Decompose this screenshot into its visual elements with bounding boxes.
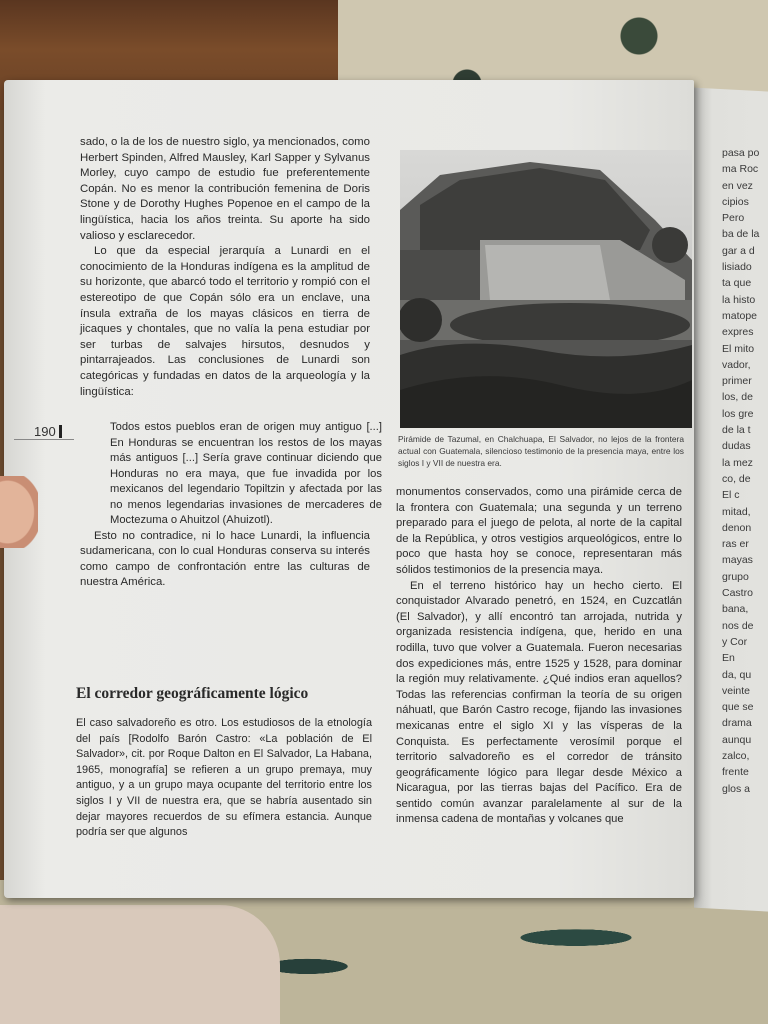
facing-page-line: nos de bbox=[722, 619, 754, 632]
facing-page-line: denon bbox=[722, 521, 752, 534]
facing-page-line: zalco, bbox=[722, 749, 750, 762]
facing-page-line: ba de la bbox=[722, 228, 760, 241]
facing-page-line: grupo bbox=[722, 570, 749, 583]
facing-page-line: vador, bbox=[722, 358, 751, 371]
facing-page-line: ras er bbox=[722, 538, 749, 551]
facing-page-line: frente bbox=[722, 766, 749, 779]
lap-background bbox=[0, 905, 280, 1024]
facing-page-line: pasa po bbox=[722, 147, 760, 159]
facing-page-line: cipios bbox=[722, 195, 749, 208]
facing-page-line: En bbox=[722, 652, 735, 665]
facing-page-line: co, de bbox=[722, 472, 751, 485]
facing-page-line: da, qu bbox=[722, 668, 752, 681]
page-number: 190 bbox=[14, 424, 74, 440]
facing-page-line: Pero bbox=[722, 212, 745, 225]
pyramid-photo bbox=[400, 150, 692, 428]
facing-page-line: dudas bbox=[722, 440, 751, 453]
pyramid-photo-image bbox=[400, 150, 692, 428]
paragraph: monumentos conservados, como una pirámide cerca de la frontera con Guatemala; una segunda y un terreno preparado para el juego de pelota, al norte de la capital de la República, y otros vestigios arqueológicos, entre lo poco que hasta hoy se conoce, representaran más sólidos testimonios de la presencia maya. bbox=[396, 486, 682, 576]
facing-page-line: ma Roc bbox=[722, 163, 759, 176]
facing-page-line: en vez bbox=[722, 179, 753, 192]
right-column bbox=[396, 485, 682, 828]
paragraph: El caso salvadoreño es otro. Los estudiosos de la etnología del país [Rodolfo Barón Castro: «La población de El Salvador», cit. por Roque Dalton en El Salvador, La Habana, 1965, monografía] se refieren a un grupo premaya, muy antiguo, y a un grupo maya ocupante del territorio entre los siglos I y VII de nuestra era, que se habría ausentado sin dejar mayores recuerdos de su efímera estancia. Aunque podría ser que algunos bbox=[76, 717, 372, 839]
block-quote bbox=[110, 420, 382, 529]
section-body bbox=[76, 716, 372, 841]
paragraph: En el terreno histórico hay un hecho cierto. El conquistador Alvarado penetró, en 1524, en Cuzcatlán (El Salvador), y allí encontró tan arrojada, nutrida y organizada resistencia indígena, que, herido en una rodilla, tuvo que volver a Guatemala. Fueron necesarias dos expediciones más, entre 1525 y 1528, para dominar la región muy relativamente. ¿Qué indios eran aquellos? Todas las referencias confirman la teoría de su origen náhuatl, que Barón Castro recoge, fijando las invasiones mexicanas entre el siglo XI y las vísperas de la Conquista. Es perfectamente verosímil porque el territorio salvadoreño es el corredor de tránsito geográficamente lógico para llegar desde México a Nicaragua, por las tierras bajas del Pacífico. Era de sentido común avanzar paralelamente al sur de la inmensa cadena de montañas y volcanes que bbox=[396, 579, 682, 826]
paragraph: sado, o la de los de nuestro siglo, ya mencionados, como Herbert Spinden, Alfred Mausley, Karl Sapper y Sylvanus Morley, cuyo campo de estudio fue preferentemente Copán. No es menor la contribución femenina de Doris Stone y de Dorothy Hughes Popenoe en el campo de la lingüística, hacia los años treinta. Su aporte ha sido valioso y esclarecedor. bbox=[80, 136, 370, 242]
facing-page-line: y Cor bbox=[722, 635, 748, 648]
photo-caption: Pirámide de Tazumal, en Chalchuapa, El Salvador, no lejos de la frontera actual con Guatemala, silencioso testimonio de la presencia maya, entre los siglos I y VII de nuestra era. bbox=[398, 434, 684, 468]
facing-page-line: que se bbox=[722, 701, 754, 714]
facing-page-line: primer bbox=[722, 375, 752, 388]
facing-page-line: mayas bbox=[722, 554, 753, 567]
facing-page-line: matope bbox=[722, 309, 758, 322]
facing-page-line: los gre bbox=[722, 407, 754, 420]
facing-page-line: ta que bbox=[722, 277, 752, 290]
paragraph: Lo que da especial jerarquía a Lunardi en el conocimiento de la Honduras indígena es la amplitud de su horizonte, que abarcó todo el territorio y rompió con el estereotipo de que Copán sólo era un enclave, una ínsula extraña de los mayas clásicos en tierra de jicaques y chontales, que no valía la pena estudiar por ser turbas de salvajes hirsutos, desnudos y pintarrajeados. Las conclusiones de Lunardi son categóricas y fundadas en datos de la arqueología y la lingüística: bbox=[80, 245, 370, 398]
facing-page-line: expres bbox=[722, 326, 754, 339]
facing-page-line: El c bbox=[722, 489, 740, 502]
section-heading: El corredor geográficamente lógico bbox=[76, 685, 309, 702]
facing-page-line: los, de bbox=[722, 391, 753, 404]
facing-page-line: veinte bbox=[722, 684, 751, 697]
paragraph: Esto no contradice, ni lo hace Lunardi, la influencia sudamericana, con lo cual Honduras conserva su interés como campo de confrontación entre las culturas de nuestra América. bbox=[80, 529, 370, 589]
facing-page-text bbox=[722, 145, 768, 797]
facing-page-line: lisiado bbox=[722, 261, 752, 274]
facing-page-line: la histo bbox=[722, 293, 756, 306]
facing-page-line: la mez bbox=[722, 456, 753, 469]
facing-page-line: drama bbox=[722, 717, 752, 730]
facing-page-line: bana, bbox=[722, 603, 749, 616]
facing-page-line: glos a bbox=[722, 782, 751, 795]
facing-page-line: mitad, bbox=[722, 505, 751, 518]
facing-page-line: de la t bbox=[722, 424, 751, 437]
facing-page-line: Castro bbox=[722, 587, 753, 600]
facing-page-line: aunqu bbox=[722, 733, 752, 746]
facing-page-line: El mito bbox=[722, 342, 755, 355]
facing-page-line: gar a d bbox=[722, 244, 755, 257]
left-column bbox=[80, 135, 382, 591]
quote-text: Todos estos pueblos eran de origen muy antiguo [...] En Honduras se encuentran los restos de los mayas más antiguos [...] Sería grave continuar diciendo que Honduras no era maya, que fue invadida por los mexicanos del legendario Topiltzin y afectada por las no menos legendarias invasiones de mercaderes de Moctezuma o Ahuitzol (Ahuizotl). bbox=[110, 421, 382, 527]
thumb bbox=[0, 476, 38, 548]
